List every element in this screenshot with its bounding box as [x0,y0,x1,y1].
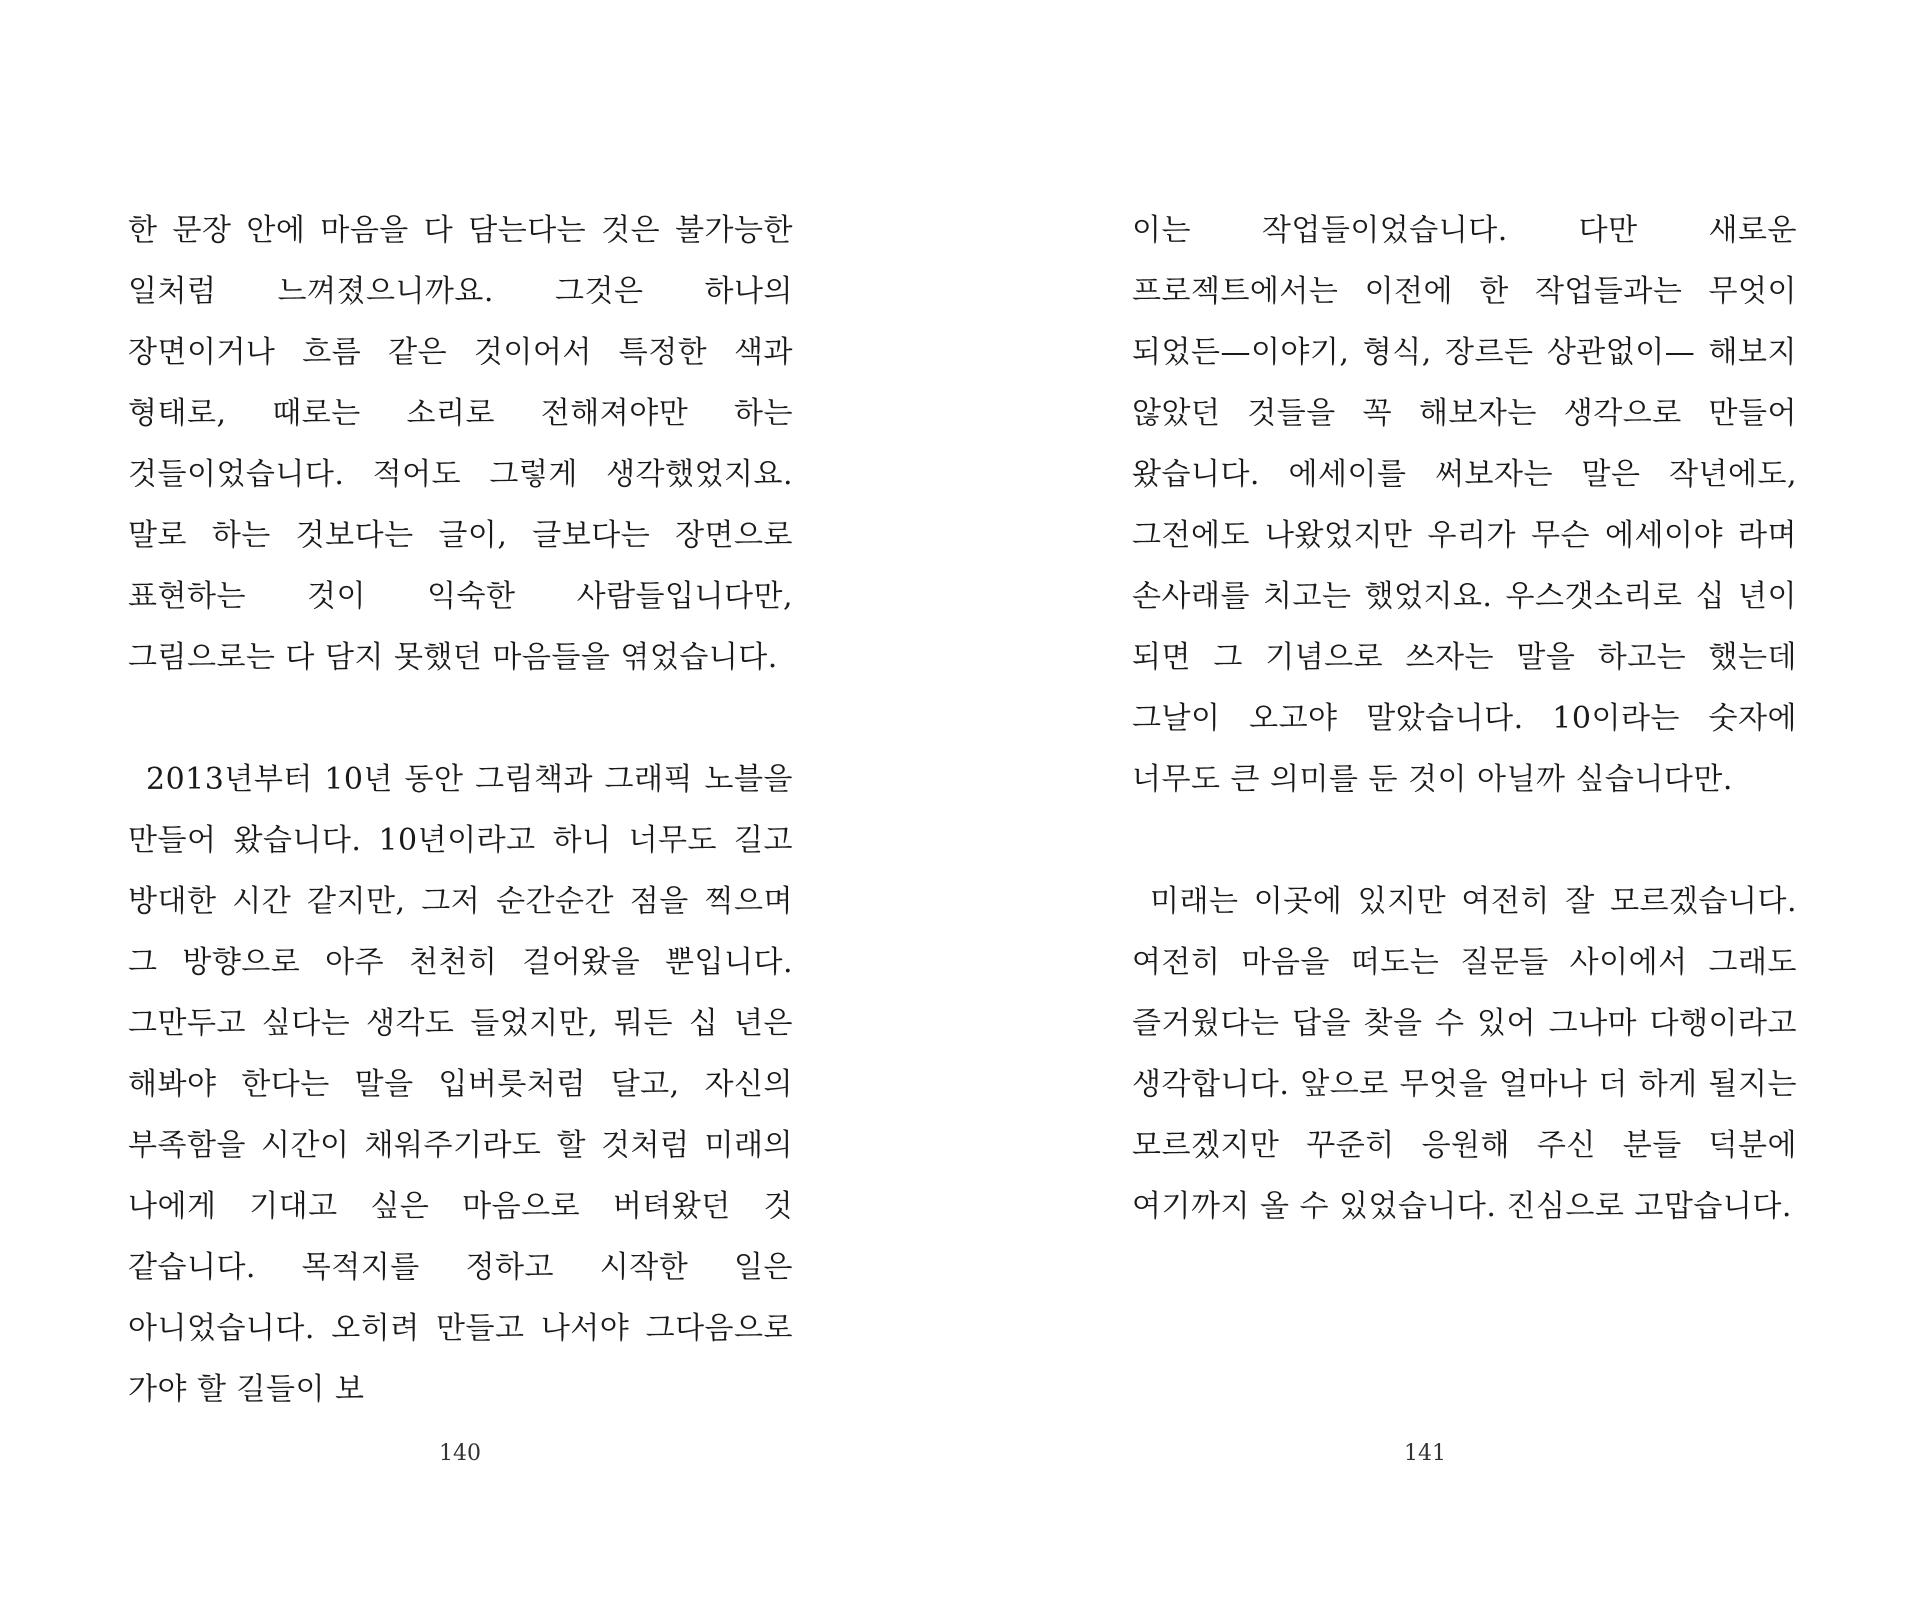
right-page-body [1132,200,1797,1237]
left-page-body [128,200,793,1420]
left-paragraph-2: 2013년부터 10년 동안 그림책과 그래픽 노블을 만들어 왔습니다. 10년이라고 하니 너무도 길고 방대한 시간 같지만, 그저 순간순간 점을 찍으며 그 방향으로 아주 천천히 걸어왔을 뿐입니다. 그만두고 싶다는 생각도 들었지만, 뭐든 십 년은 해봐야 한다는 말을 입버릇처럼 달고, 자신의 부족함을 시간이 채워주기라도 할 것처럼 미래의 나에게 기대고 싶은 마음으로 버텨왔던 것 같습니다. 목적지를 정하고 시작한 일은 아니었습니다. 오히려 만들고 나서야 그다음으로 가야 할 길들이 보 [128,762,793,1407]
left-paragraph-1: 한 문장 안에 마음을 다 담는다는 것은 불가능한 일처럼 느껴졌으니까요. 그것은 하나의 장면이거나 흐름 같은 것이어서 특정한 색과 형태로, 때로는 소리로 전해져야만 하는 것들이었습니다. 적어도 그렇게 생각했었지요. 말로 하는 것보다는 글이, 글보다는 장면으로 표현하는 것이 익숙한 사람들입니다만, 그림으로는 다 담지 못했던 마음들을 엮었습니다. [128,213,793,675]
left-page-number: 140 [439,1441,481,1466]
right-page [960,0,1919,1597]
right-paragraph-1: 이는 작업들이었습니다. 다만 새로운 프로젝트에서는 이전에 한 작업들과는 무엇이 되었든—이야기, 형식, 장르든 상관없이— 해보지 않았던 것들을 꼭 해보자는 생각으로 만들어 왔습니다. 에세이를 써보자는 말은 작년에도, 그전에도 나왔었지만 우리가 무슨 에세이야 라며 손사래를 치고는 했었지요. 우스갯소리로 십 년이 되면 그 기념으로 쓰자는 말을 하고는 했는데 그날이 오고야 말았습니다. 10이라는 숫자에 너무도 큰 의미를 둔 것이 아닐까 싶습니다만. [1132,213,1797,797]
right-paragraph-2: 미래는 이곳에 있지만 여전히 잘 모르겠습니다. 여전히 마음을 떠도는 질문들 사이에서 그래도 즐거웠다는 답을 찾을 수 있어 그나마 다행이라고 생각합니다. 앞으로 무엇을 얼마나 더 하게 될지는 모르겠지만 꾸준히 응원해 주신 분들 덕분에 여기까지 올 수 있었습니다. 진심으로 고맙습니다. [1132,884,1797,1224]
right-page-number: 141 [1404,1441,1446,1466]
